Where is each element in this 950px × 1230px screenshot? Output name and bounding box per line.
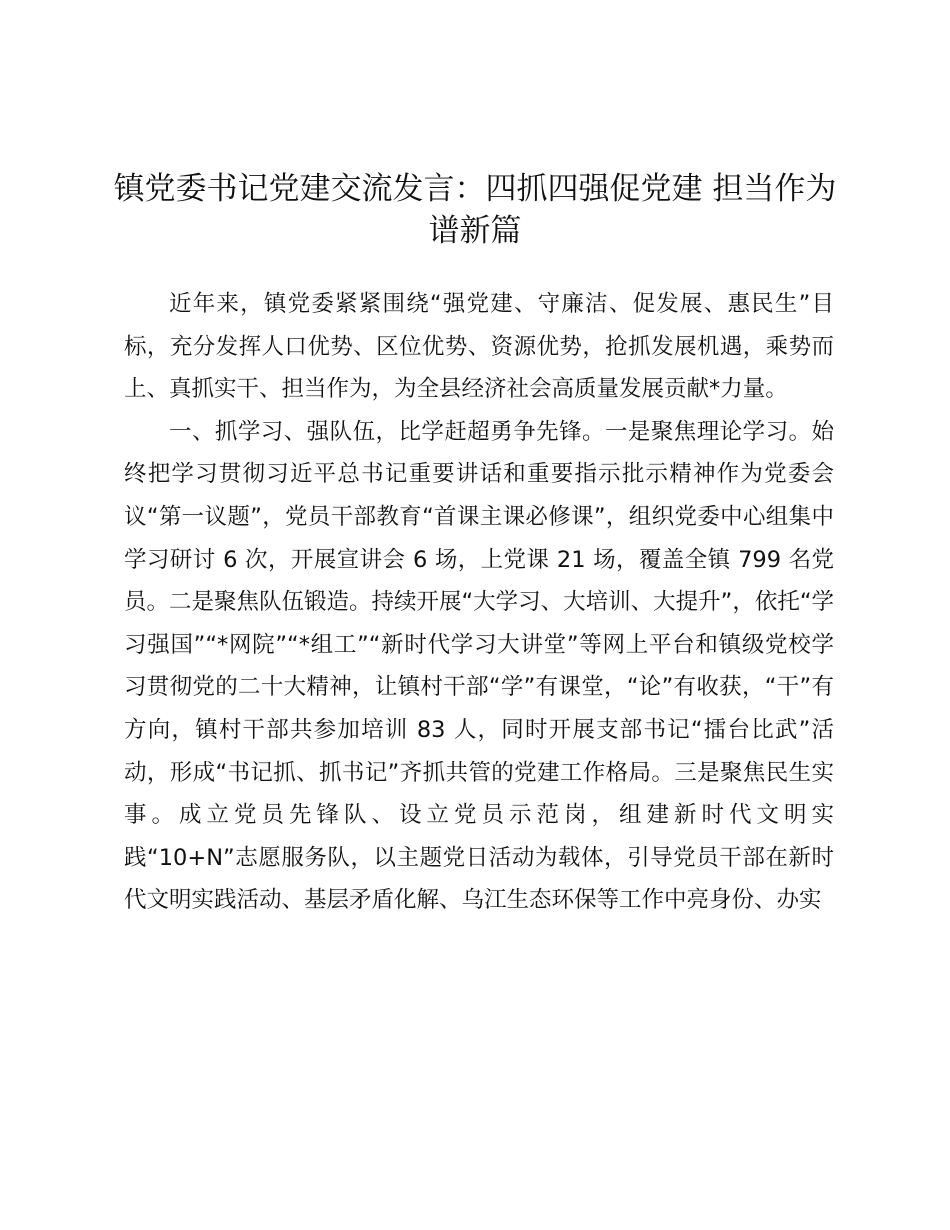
paragraph-section-1: 一、抓学习、强队伍，比学赶超勇争先锋。一是聚焦理论学习。始终把学习贯彻习近平总书记重要讲话和重要指示批示精神作为党委会议“第一议题”，党员干部教育“首课主课必修课”，组织党委中心组集中学习研讨 6 次，开展宣讲会 6 场，上党课 21 场，覆盖全镇 799 名党员。二是聚焦队伍锻造。持续开展“大学习、大培训、大提升”，依托“学习强国”“*网院”“*组工”“新时代学习大讲堂”等网上平台和镇级党校学习贯彻党的二十大精神，让镇村干部“学”有课堂，“论”有收获，“干”有方向，镇村干部共参加培训 83 人，同时开展支部书记“擂台比武”活动，形成“书记抓、抓书记”齐抓共管的党建工作格局。三是聚焦民生实事。成立党员先锋队、设立党员示范岗，组建新时代文明实践“10+N”志愿服务队，以主题党日活动为载体，引导党员干部在新时代文明实践活动、基层矛盾化解、乌江生态环保等工作中亮身份、办实 <box>124 418 834 914</box>
paragraph-intro: 近年来，镇党委紧紧围绕“强党建、守廉洁、促发展、惠民生”目标，充分发挥人口优势、区位优势、资源优势，抢抓发展机遇，乘势而上、真抓实干、担当作为，为全县经济社会高质量发展贡献*力量。 <box>124 291 834 403</box>
document-body <box>124 283 834 922</box>
document-title: 镇党委书记党建交流发言：四抓四强促党建 担当作为谱新篇 <box>113 171 837 249</box>
